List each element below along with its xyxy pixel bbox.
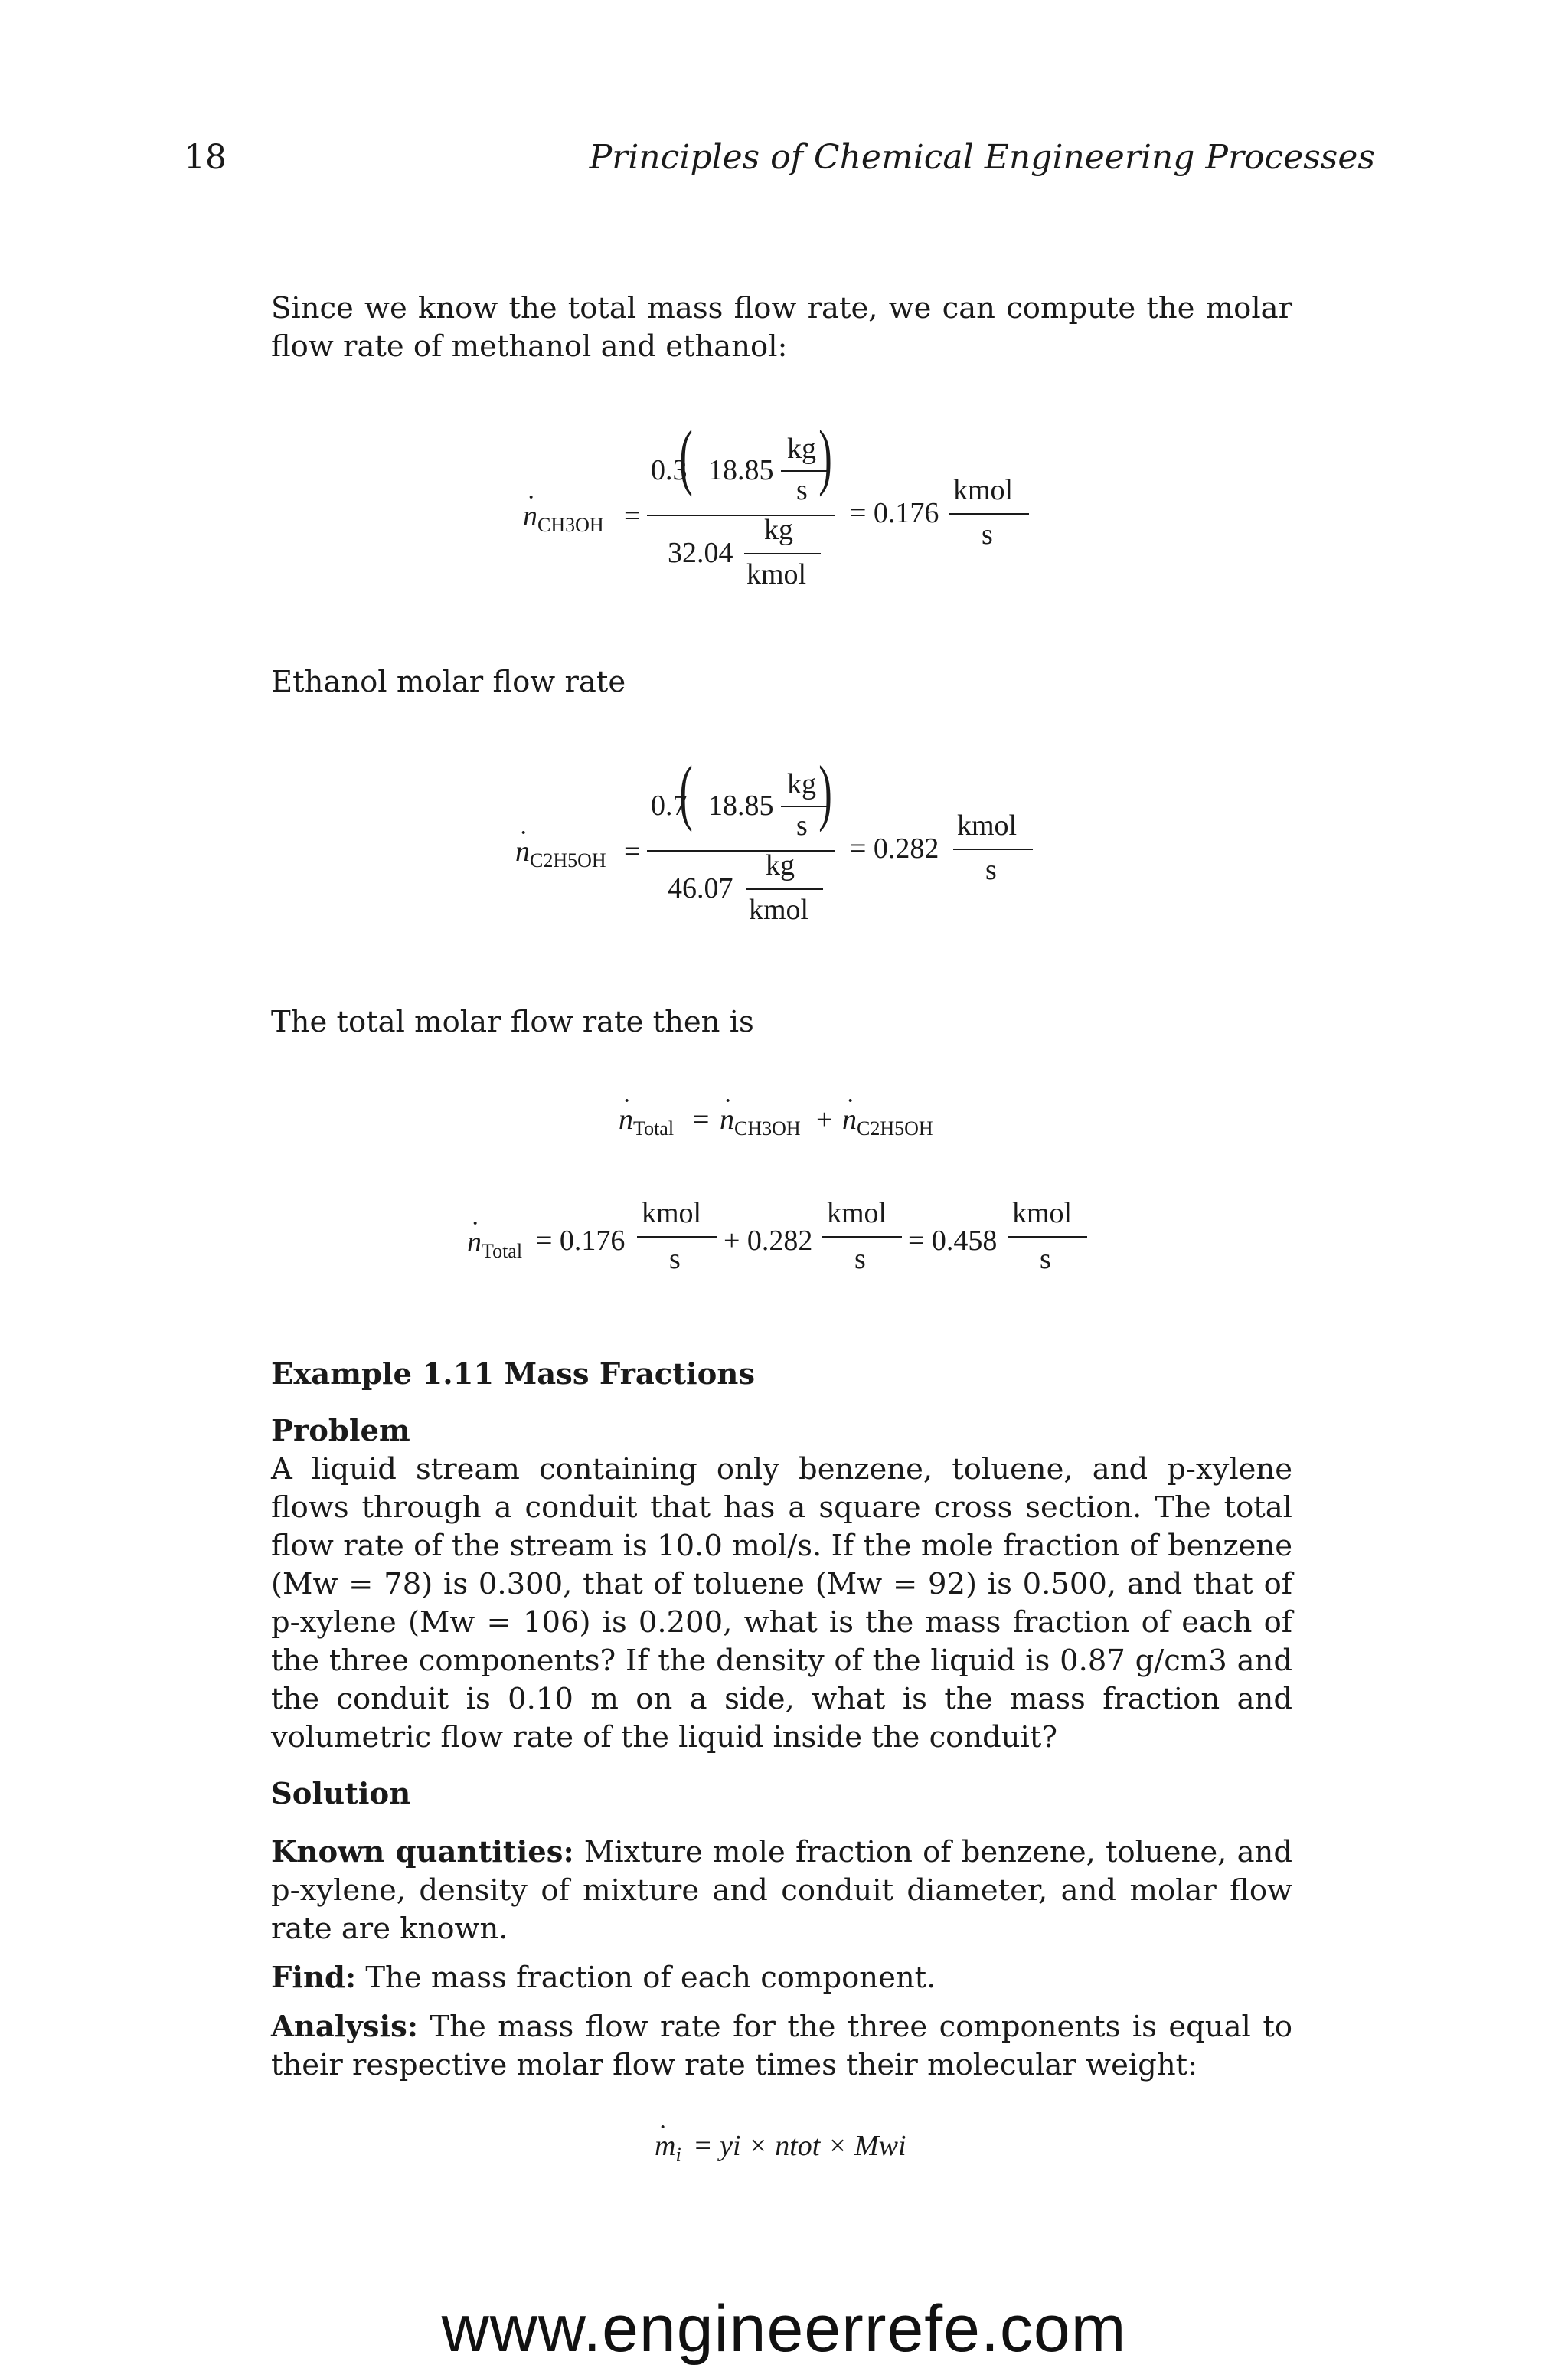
eq3-term1: · $n_{CH3OH}$ [720, 1103, 801, 1140]
eq4-v3: = 0.458 [908, 1225, 998, 1257]
eq4-u1-den: s [669, 1243, 681, 1275]
analysis-paragraph [271, 2008, 1292, 2085]
eq4-u1-line [637, 1236, 717, 1238]
eq1-mass: 18.85 [708, 454, 774, 486]
eq1-main-line [647, 515, 835, 516]
eq2-coef: 0.7 [651, 790, 688, 822]
eq3-equals: = [693, 1104, 710, 1136]
eq2-mw: 46.07 [668, 872, 733, 904]
eq2-mass-unit-den: s [796, 810, 808, 842]
eq2-res-den: s [985, 854, 997, 886]
eq2-mw-unit-num: kg [766, 849, 795, 881]
analysis-text: The mass flow rate for the three components is equal to their respective molar flow rate times their molecular weight: [271, 2010, 1292, 2082]
eq1-lhs: · $n_{CH3OH}$ [523, 499, 604, 537]
eq2-mass-unit-num: kg [787, 768, 816, 800]
analysis-label: Analysis: [271, 2010, 418, 2044]
example-section [271, 1356, 1292, 2085]
eq4-u3-den: s [1040, 1243, 1051, 1275]
eq2-mass: 18.85 [708, 790, 774, 822]
eq1-equals: = [624, 500, 641, 532]
eq4-u2-den: s [854, 1243, 866, 1275]
eq3-term2: · $n_{C2H5OH}$ [842, 1103, 933, 1140]
eq2-equals: = [624, 836, 641, 868]
eq1-mw: 32.04 [668, 537, 733, 569]
eq5-rhs: = yi × ntot × Mwi [693, 2130, 906, 2162]
eq4-u3-line [1008, 1236, 1087, 1238]
eq4-lhs: · $n_{Total}$ [467, 1225, 522, 1263]
watermark: www.engineerrefe.com [441, 2292, 1127, 2366]
book-title: Principles of Chemical Engineering Processes [589, 138, 1375, 177]
eq1-mass-unit-den: s [796, 474, 808, 506]
eq4-v1: = 0.176 [536, 1225, 626, 1257]
known-label: Known quantities: [271, 1835, 574, 1869]
eq1-mw-unit-num: kg [764, 514, 793, 546]
eq3-lhs: · $n_{Total}$ [619, 1103, 674, 1140]
eq3-plus: + [816, 1104, 833, 1136]
find-paragraph [271, 1959, 1292, 1997]
intro-paragraph [271, 289, 1292, 366]
eq1-res-den: s [982, 518, 993, 551]
total-label-text: The total molar flow rate then is [271, 1005, 754, 1039]
eq2-lhs: · $n_{C2H5OH}$ [515, 835, 606, 872]
known-paragraph [271, 1833, 1292, 1948]
ethanol-label [271, 663, 1292, 702]
eq1-res-num: kmol [953, 474, 1014, 506]
solution-label: Solution [271, 1777, 411, 1811]
eq1-mw-unit-line [744, 553, 821, 554]
page-number: 18 [184, 138, 227, 177]
find-label: Find: [271, 1961, 357, 1995]
eq1-res-line [949, 513, 1029, 515]
example-heading: Example 1.11 Mass Fractions [271, 1357, 755, 1392]
total-label [271, 1003, 1292, 1042]
eq4-v2: + 0.282 [724, 1225, 813, 1257]
eq2-mw-unit-line [746, 888, 823, 890]
intro-text: Since we know the total mass flow rate, we can compute the molar flow rate of methanol and ethanol: [271, 291, 1292, 364]
eq5-lhs: · $m_i$ [655, 2129, 681, 2167]
eq1-coef: 0.3 [651, 454, 688, 486]
eq1-result: = 0.176 [850, 497, 939, 529]
known-text: Mixture mole fraction of benzene, toluene, and p-xylene, density of mixture and conduit diameter, and molar flow rate are known. [271, 1835, 1292, 1946]
eq2-res-line [953, 849, 1033, 850]
eq1-lparen: ( [679, 415, 693, 497]
eq4-u1-num: kmol [642, 1197, 702, 1229]
ethanol-label-text: Ethanol molar flow rate [271, 665, 626, 699]
eq4-u2-num: kmol [827, 1197, 887, 1229]
eq2-result: = 0.282 [850, 832, 939, 865]
eq4-u3-num: kmol [1012, 1197, 1073, 1229]
find-text: The mass fraction of each component. [356, 1961, 936, 1995]
eq4-u2-line [822, 1236, 902, 1238]
eq1-mass-unit-num: kg [787, 433, 816, 465]
eq2-main-line [647, 850, 835, 852]
eq1-rparen: ) [818, 415, 832, 497]
eq1-mw-unit-den: kmol [746, 558, 807, 590]
eq2-rparen: ) [818, 751, 832, 832]
problem-text: A liquid stream containing only benzene, toluene, and p-xylene flows through a conduit that has a square cross section. The total flow rate of the stream is 10.0 mol/s. If the mole fraction of benzene (Mw = 78) is 0.300, that of toluene (Mw = 92) is 0.500, and that of p-xylene (Mw = 106) is 0.200, what is the mass fraction of each of the three components? If the density of the liquid is 0.87 g/cm3 and the conduit is 0.10 m on a side, what is the mass fraction and volumetric flow rate of the liquid inside the conduit? [271, 1452, 1292, 1755]
eq2-lparen: ( [679, 751, 693, 832]
eq2-res-num: kmol [957, 810, 1018, 842]
eq2-mw-unit-den: kmol [749, 894, 809, 926]
problem-label: Problem [271, 1414, 410, 1448]
